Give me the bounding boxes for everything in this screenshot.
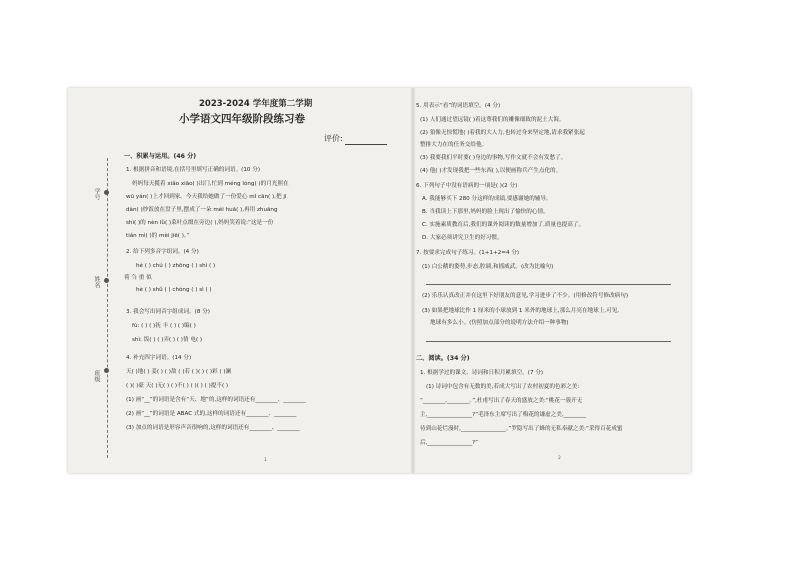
reading-question-1: 1. 根据学过的课文、诗词和日积月累填空。(7 分)	[420, 370, 544, 376]
q4-sub: (3) 加点的词语是形容声音很响的,这样的词语还有________、________	[126, 425, 300, 431]
binding-dot	[104, 278, 109, 283]
question-3: 3. 我会写出同音字组成词。(8 分)	[126, 309, 210, 315]
q2-chars: 荷 刍 重 似	[124, 275, 152, 281]
answer-line	[426, 284, 671, 285]
binding-dot	[104, 190, 109, 195]
question-6: 6. 下列句子中没有语病的一项是( )(2 分)	[416, 183, 518, 189]
score-blank	[345, 135, 387, 145]
q1-line: 妈妈每天揽着 xiǎo xiāo( )出门,忙到 méng lóng( )的月光照在	[132, 181, 289, 187]
q7-item: (3) 如果把地球比作 1 厘米的小球放到 1 米外的地球上,那么月亮在地球上,可见,	[422, 308, 620, 314]
page-title: 小学语文四年级阶段练习卷	[179, 113, 305, 125]
answer-line	[426, 341, 671, 342]
q4-row: 天( )地( ) 姜( ) ( )敌 ( )若 ( )( ) ( )彩 ( )澜	[126, 369, 232, 375]
r1-line: 主,________________?”毛泽东主席写出了梅花的谦虚之美,________	[420, 412, 587, 418]
q5-line: (2) 狼像无惊慌地( )着我的大人力,也转过身来坚定地,请求我紧张起	[420, 130, 585, 136]
page-number: 1	[264, 458, 267, 463]
q7-item: 地球有多么小。(仿照加点部分的说明方法介绍一种事物)	[430, 320, 569, 326]
q1-line: dàn( )炒饭放在盘子里,摆成了一朵 méi huā( ),再用 zhuāng	[126, 207, 278, 213]
cut-line	[107, 158, 108, 458]
score-field	[324, 133, 387, 145]
q3-row: shì: 饭( ) ( )弄( ) ( )情 电( )	[132, 337, 203, 343]
gutter-label-class: 班级	[93, 370, 100, 382]
section-heading-1: 一、积累与运用。(46 分)	[124, 153, 197, 160]
left-page	[124, 88, 412, 473]
question-5: 5. 用表示“看”的词语填空。(4 分)	[416, 103, 501, 109]
r1-line: 待到山花烂漫时,________________。”罗隐写出了蜂的无私奉献之美:“采得百花成蜜	[420, 426, 623, 432]
r1-line: (1) 诗词中包含有无数的美,若成大写出了农村初夏的色彩之美:	[426, 384, 580, 390]
score-label: 评价:	[324, 134, 343, 143]
q2-row: hé ( ) chú ( ) zhōng ( ) shì ( )	[136, 263, 216, 269]
q1-line: tián mì( )的 mèi jiē( )。”	[126, 233, 190, 239]
r1-line: 后,________________?”	[420, 440, 478, 446]
q1-line: shì( )的 nèn lǜ( )菜叶点缀在旁边( ),妈妈笑着说:“这是一份	[126, 220, 274, 226]
q5-line: (3) 我要我们平时要( )身边的事物,写作文就不会有发愁了。	[420, 155, 567, 161]
question-1: 1. 根据拼音和语境,在括号里填写正确的词语。(10 分)	[126, 167, 261, 173]
r1-line: “________,________。”,杜甫写出了春天的盛放之美:“桃花一簇开无	[420, 398, 583, 404]
q7-item: (1) 白公鹅的姿势,步态,腔调,和摇威武。(改为比喻句)	[422, 264, 554, 270]
q6-option-a: A. 我能够买下 280 分这样的成绩,要感谢她的辅导。	[422, 196, 552, 202]
q2-row: hè ( ) shǔ ( ) chóng ( ) sì ( )	[136, 287, 212, 293]
q6-option-c: C. 实施素质教育后,我们的课外阅读的数量增加了,质量也提高了。	[422, 222, 585, 228]
question-7: 7. 按要求完成句子练习。(1+1+2=4 分)	[416, 250, 520, 256]
gutter-label-id: 学号	[93, 188, 100, 200]
q6-option-d: D. 大家必须讲究卫生的好习惯。	[422, 235, 503, 241]
binding-dot	[104, 368, 109, 373]
q5-line: (1) 人们通过望远镜( )着这尊我们的雕像细致的泥土大海。	[420, 117, 565, 123]
section-heading-2: 二、阅读。(34 分)	[416, 355, 470, 362]
gutter-label-name: 姓名	[93, 276, 100, 288]
exam-paper	[68, 88, 691, 473]
binding-gutter	[68, 88, 124, 473]
q4-sub: (1) 画“__”的词语是含有“天、地”的,这样的词语还有________、________	[126, 397, 306, 403]
q5-line: (4) 他( )才发现我把一些东西( ),以便画称兵产生点化的。	[420, 168, 562, 174]
q6-option-b: B. 当我读上下那里,妈妈的脸上现出了愉快的心情。	[422, 209, 549, 215]
question-2: 2. 给下列多音字组词。(4 分)	[126, 249, 199, 255]
q7-item: (2) 乐乐认真改正并在这里下好朋友的意见,学习进步了不少。(用修改符号修改病句)	[422, 293, 629, 299]
q3-row: fù: ( ) ( )抚 丰 ( ) ( )编( )	[132, 323, 196, 329]
q1-line: wū yán( )上才回到家。今天我给她做了一份爱心 mǐ cān( ),把 jī	[126, 194, 287, 200]
page-number: 2	[558, 456, 561, 461]
q4-sub: (2) 画“__”的词语是 ABAC 式的,这样的词语还有________、________	[126, 411, 297, 417]
q4-row: ( )( )豪 天( )无( ) ( )不( ) ( )( ) ( )提不( )	[126, 383, 229, 389]
year-term: 2023-2024 学年度第二学期	[199, 99, 313, 109]
q5-line: 整排大力在的任务交给他。	[420, 142, 488, 148]
right-page	[416, 88, 686, 473]
question-4: 4. 补充四字词语。(14 分)	[126, 355, 192, 361]
